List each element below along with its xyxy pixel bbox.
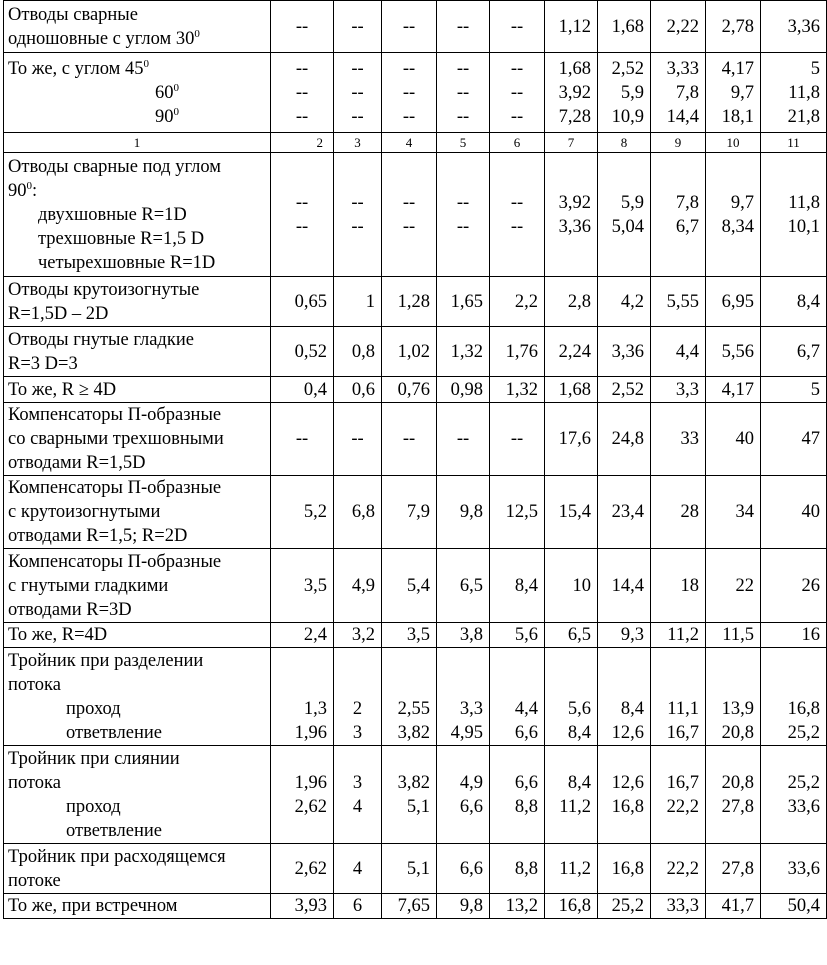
table-cell: 1,32 [490, 377, 545, 403]
table-row [4, 277, 827, 327]
table-cell: 20,8 27,8 [706, 746, 761, 844]
table-cell: 16,7 22,2 [651, 746, 706, 844]
table-cell: 34 [706, 476, 761, 549]
label-line: четырехшовные R=1D [38, 252, 216, 273]
row-label: То же, при встречном [4, 894, 271, 919]
table-cell: 17,6 [545, 403, 598, 476]
table-cell: 2,52 5,9 10,9 [598, 53, 651, 133]
table-cell: 25,2 [598, 894, 651, 919]
table-cell: 5,6 [490, 623, 545, 648]
table-cell: 18 [651, 549, 706, 623]
row-label: Компенсаторы П-образные со сварными трехшовными отводами R=1,5D [4, 403, 271, 476]
table-cell: 1,68 [545, 377, 598, 403]
table-cell: 5,55 [651, 277, 706, 327]
table-cell: 14,4 [598, 549, 651, 623]
label-line: потока [8, 674, 61, 695]
label-line: Тройник при разделении [8, 650, 204, 671]
table-cell: 6,6 [437, 844, 490, 894]
table-cell: 1 [334, 277, 382, 327]
table-row [4, 746, 827, 844]
table-cell: 3,3 [651, 377, 706, 403]
table-cell: 3,33 7,8 14,4 [651, 53, 706, 133]
table-cell: 3,36 [761, 1, 827, 53]
table-cell: 11,5 [706, 623, 761, 648]
table-cell: 9,8 [437, 476, 490, 549]
table-cell: 28 [651, 476, 706, 549]
table-cell: 9,3 [598, 623, 651, 648]
row-label [4, 153, 271, 277]
table-cell: 7,8 6,7 [651, 153, 706, 277]
row-label: То же, R=4D [4, 623, 271, 648]
degree-sup: 0 [173, 81, 179, 94]
table-cell: 8,8 [490, 844, 545, 894]
table-cell: -- [490, 1, 545, 53]
table-cell: 12,5 [490, 476, 545, 549]
table-cell: 13,2 [490, 894, 545, 919]
table-cell: 7,65 [382, 894, 437, 919]
table-cell: -- [271, 1, 334, 53]
row-label [4, 1, 271, 53]
label-line: 90 [155, 106, 174, 127]
label-line: 90 [8, 180, 27, 201]
table-cell: -- [490, 403, 545, 476]
table-cell: -- -- [490, 153, 545, 277]
table-cell: 3,2 [334, 623, 382, 648]
table-cell: 1,12 [545, 1, 598, 53]
row-label: Отводы гнутые гладкие R=3 D=3 [4, 327, 271, 377]
column-number: 8 [598, 133, 651, 153]
table-cell: 3,8 [437, 623, 490, 648]
table-cell: 4,17 9,7 18,1 [706, 53, 761, 133]
table-cell: 3,3 4,95 [437, 648, 490, 746]
table-cell: -- -- [382, 153, 437, 277]
table-cell: 6,95 [706, 277, 761, 327]
table-cell: -- [382, 403, 437, 476]
table-cell: 8,4 [490, 549, 545, 623]
table-cell: 4,2 [598, 277, 651, 327]
table-cell: 2,22 [651, 1, 706, 53]
table-cell: 1,68 [598, 1, 651, 53]
table-cell: -- [437, 403, 490, 476]
table-cell: 2,55 3,82 [382, 648, 437, 746]
row-label: Отводы крутоизогнутые R=1,5D – 2D [4, 277, 271, 327]
table-cell: 4,17 [706, 377, 761, 403]
table-cell: -- [334, 403, 382, 476]
table-cell: 47 [761, 403, 827, 476]
table-cell: 5,9 5,04 [598, 153, 651, 277]
coefficients-table [3, 0, 827, 919]
column-number: 5 [437, 133, 490, 153]
table-cell: 5,1 [382, 844, 437, 894]
table-cell: 4,4 [651, 327, 706, 377]
table-cell: 11,2 [651, 623, 706, 648]
row-label: Компенсаторы П-образные с гнутыми гладкими отводами R=3D [4, 549, 271, 623]
table-row [4, 403, 827, 476]
degree-sup: 0 [26, 179, 32, 192]
table-cell: -- -- -- [437, 53, 490, 133]
degree-sup: 0 [194, 27, 200, 40]
table-cell: 0,65 [271, 277, 334, 327]
table-cell: 0,6 [334, 377, 382, 403]
table-cell: 9,7 8,34 [706, 153, 761, 277]
table-cell: 40 [761, 476, 827, 549]
table-cell: 8,4 [761, 277, 827, 327]
table-cell: 1,02 [382, 327, 437, 377]
table-cell: 33,3 [651, 894, 706, 919]
table-cell: 2,62 [271, 844, 334, 894]
table-cell: 8,4 11,2 [545, 746, 598, 844]
table-row [4, 153, 827, 277]
table-cell: 5,6 8,4 [545, 648, 598, 746]
table-row [4, 894, 827, 919]
table-cell: 0,52 [271, 327, 334, 377]
table-cell: 16,8 [598, 844, 651, 894]
label-line: потока [8, 772, 61, 793]
degree-sup: 0 [143, 57, 149, 70]
label-line: 60 [155, 82, 174, 103]
table-cell: -- -- [271, 153, 334, 277]
column-number: 9 [651, 133, 706, 153]
label-line: Тройник при слиянии [8, 748, 180, 769]
table-cell: 16 [761, 623, 827, 648]
table-cell: 6,5 [437, 549, 490, 623]
table-cell: -- -- [437, 153, 490, 277]
table-cell: 4,9 6,6 [437, 746, 490, 844]
table-cell: 6,7 [761, 327, 827, 377]
label-line: Отводы сварные [8, 4, 138, 25]
table-cell: 2,4 [271, 623, 334, 648]
table-row [4, 623, 827, 648]
table-row [4, 648, 827, 746]
table-cell: 50,4 [761, 894, 827, 919]
table-cell: 3,93 [271, 894, 334, 919]
column-number: 4 [382, 133, 437, 153]
table-cell: 1,68 3,92 7,28 [545, 53, 598, 133]
row-label [4, 648, 271, 746]
table-cell: 0,8 [334, 327, 382, 377]
table-cell: 1,3 1,96 [271, 648, 334, 746]
table-cell: 3,5 [271, 549, 334, 623]
table-cell: -- -- -- [490, 53, 545, 133]
table-cell: 0,76 [382, 377, 437, 403]
table-cell: 2,52 [598, 377, 651, 403]
table-cell: 26 [761, 549, 827, 623]
label-line: проход [66, 698, 121, 719]
table-cell: 2 3 [334, 648, 382, 746]
table-cell: 8,4 12,6 [598, 648, 651, 746]
table-cell: 1,65 [437, 277, 490, 327]
label-colon: : [32, 180, 38, 201]
table-cell: 4,9 [334, 549, 382, 623]
table-cell: -- [271, 403, 334, 476]
table-cell: 0,4 [271, 377, 334, 403]
table-cell: 1,96 2,62 [271, 746, 334, 844]
table-cell: 4 [334, 844, 382, 894]
table-row [4, 549, 827, 623]
table-cell: -- [437, 1, 490, 53]
row-label [4, 53, 271, 133]
table-cell: 7,9 [382, 476, 437, 549]
table-cell: 24,8 [598, 403, 651, 476]
label-line: ответвление [66, 722, 162, 743]
table-cell: 33,6 [761, 844, 827, 894]
table-cell: 13,9 20,8 [706, 648, 761, 746]
column-number: 7 [545, 133, 598, 153]
label-line: двухшовные R=1D [38, 204, 187, 225]
row-label: Тройник при расходящемся потоке [4, 844, 271, 894]
table-cell: 22,2 [651, 844, 706, 894]
table-cell: 6,8 [334, 476, 382, 549]
column-number: 10 [706, 133, 761, 153]
table-cell: -- -- -- [334, 53, 382, 133]
table-cell: 11,8 10,1 [761, 153, 827, 277]
table-cell: 1,76 [490, 327, 545, 377]
table-cell: 41,7 [706, 894, 761, 919]
table-row [4, 844, 827, 894]
table-cell: 11,1 16,7 [651, 648, 706, 746]
label-line: То же, с углом 45 [8, 58, 144, 79]
label-line: ответвление [66, 820, 162, 841]
row-label: Компенсаторы П-образные с крутоизогнутыми отводами R=1,5; R=2D [4, 476, 271, 549]
table-cell: 40 [706, 403, 761, 476]
degree-sup: 0 [173, 105, 179, 118]
table-cell: 15,4 [545, 476, 598, 549]
table-cell: 5 [761, 377, 827, 403]
table-cell: 2,8 [545, 277, 598, 327]
column-number: 6 [490, 133, 545, 153]
table-cell: 12,6 16,8 [598, 746, 651, 844]
table-cell: 16,8 [545, 894, 598, 919]
table-cell: 2,2 [490, 277, 545, 327]
table-cell: 10 [545, 549, 598, 623]
table-cell: 9,8 [437, 894, 490, 919]
label-line: Отводы сварные под углом [8, 156, 221, 177]
column-number: 2 [271, 133, 334, 153]
label-line: одношовные с углом 30 [8, 28, 195, 49]
row-label: То же, R ≥ 4D [4, 377, 271, 403]
table-cell: 5,56 [706, 327, 761, 377]
table-cell: -- -- -- [382, 53, 437, 133]
column-number: 11 [761, 133, 827, 153]
table-row [4, 476, 827, 549]
table-cell: 22 [706, 549, 761, 623]
table-row [4, 377, 827, 403]
table-cell: 3,92 3,36 [545, 153, 598, 277]
table-cell: 27,8 [706, 844, 761, 894]
table-cell: -- [382, 1, 437, 53]
table-cell: 5 11,8 21,8 [761, 53, 827, 133]
table-cell: 6,6 8,8 [490, 746, 545, 844]
label-line: проход [66, 796, 121, 817]
table-cell: 1,28 [382, 277, 437, 327]
table-cell: 5,2 [271, 476, 334, 549]
row-label [4, 746, 271, 844]
table-cell: 33 [651, 403, 706, 476]
table-cell: 11,2 [545, 844, 598, 894]
table-cell: 25,2 33,6 [761, 746, 827, 844]
table-cell: 5,4 [382, 549, 437, 623]
table-cell: 2,24 [545, 327, 598, 377]
table-cell: 6,5 [545, 623, 598, 648]
table-cell: 3,82 5,1 [382, 746, 437, 844]
column-number-row [4, 133, 827, 153]
table-cell: -- [334, 1, 382, 53]
table-cell: 16,8 25,2 [761, 648, 827, 746]
table-cell: 1,32 [437, 327, 490, 377]
table-cell: -- -- -- [271, 53, 334, 133]
table-row [4, 1, 827, 53]
table-cell: 4,4 6,6 [490, 648, 545, 746]
table-cell: 3,36 [598, 327, 651, 377]
table-cell: 3 4 [334, 746, 382, 844]
table-cell: 3,5 [382, 623, 437, 648]
column-number: 3 [334, 133, 382, 153]
column-number: 1 [4, 133, 271, 153]
label-line: трехшовные R=1,5 D [38, 228, 205, 249]
table-cell: 0,98 [437, 377, 490, 403]
table-cell: 2,78 [706, 1, 761, 53]
table-cell: 6 [334, 894, 382, 919]
table-row [4, 327, 827, 377]
table-row [4, 53, 827, 133]
table-cell: 23,4 [598, 476, 651, 549]
table-cell: -- -- [334, 153, 382, 277]
